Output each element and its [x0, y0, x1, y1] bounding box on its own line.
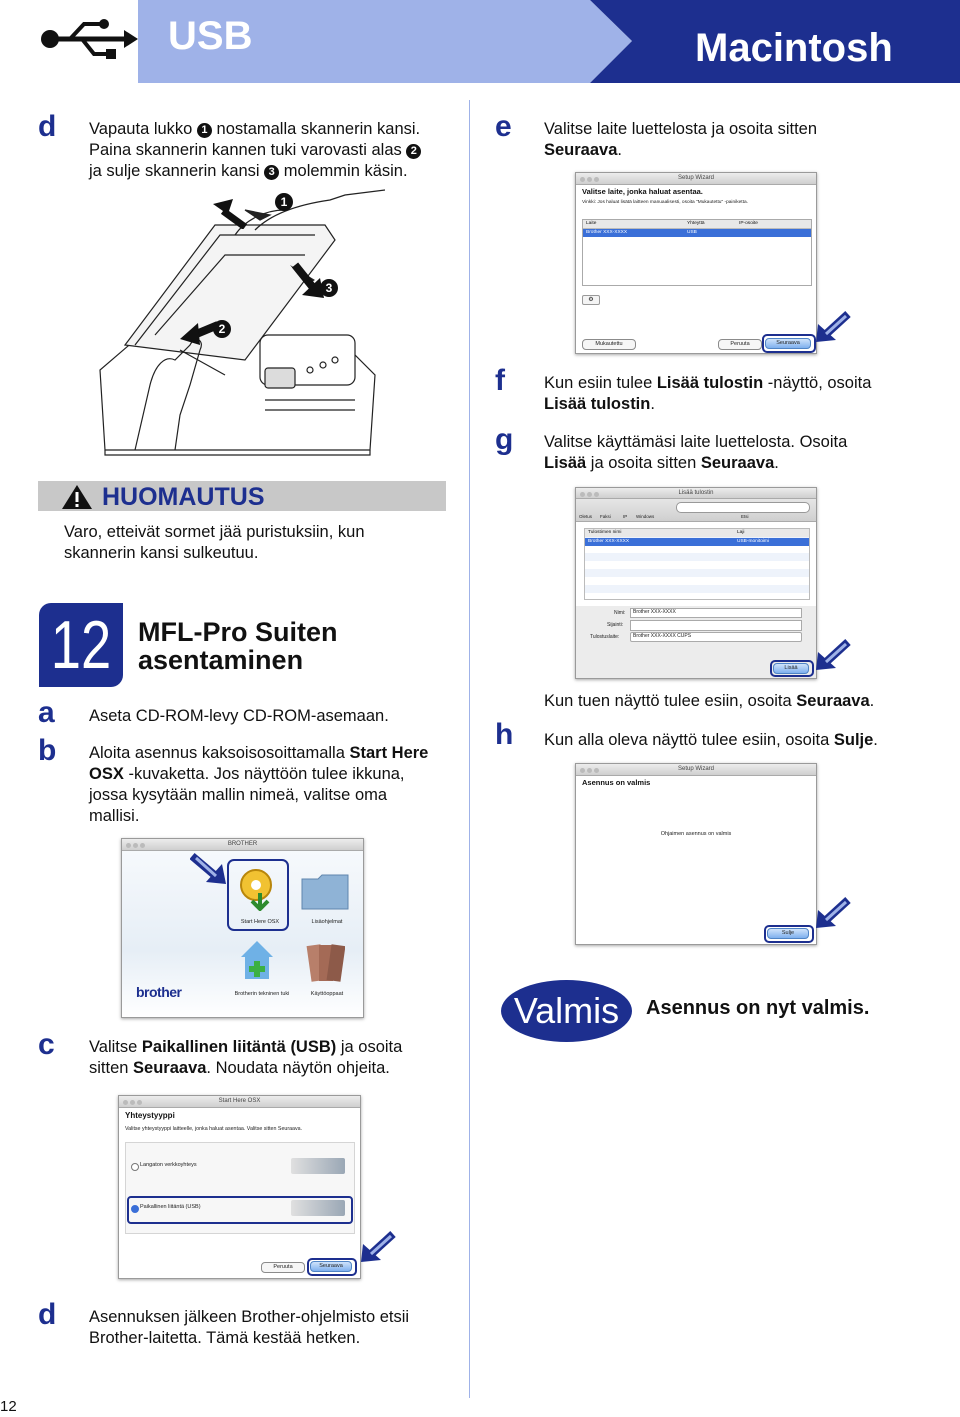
section-number-badge: [39, 603, 123, 687]
toolbar-search-field[interactable]: [676, 502, 810, 513]
label-name: Nimi:: [614, 610, 626, 616]
label-use: Tulostuslaite:: [590, 634, 620, 640]
device-col-device: Laite: [586, 221, 597, 226]
pointer-arrow-close: [812, 896, 852, 930]
printer-col-name: Tulostimen nimi: [588, 530, 622, 535]
connection-window-titlebar: [119, 1096, 360, 1108]
connection-next-button[interactable]: Seuraava: [310, 1261, 352, 1272]
step-f-text: [544, 373, 871, 415]
wizard1-titlebar: [576, 173, 816, 185]
wizard1-hint: Vinkki: Jos haluat lisätä laitteen manuaalisesti, osoita "Mukautettu" -painiketta.: [582, 200, 748, 205]
section-title-line2: asentaminen: [138, 645, 304, 675]
step-c-bold: Paikallinen liitäntä (USB): [141, 1038, 337, 1056]
brother-window-titlebar: [122, 839, 363, 851]
caution-line2: skannerin kansi sulkeutuu.: [64, 544, 259, 562]
step-letter-e: e: [495, 110, 512, 143]
illustration-marker-3: 3: [320, 279, 338, 297]
wizard2-title: Setup Wizard: [677, 766, 714, 772]
step-g-bold1: Lisää: [544, 454, 587, 472]
step-letter-g: g: [495, 423, 514, 456]
step-e-text: [544, 119, 817, 161]
location-field[interactable]: [630, 620, 802, 631]
step-g-line1: Valitse käyttämäsi laite luettelosta. Osoita: [544, 433, 848, 451]
step-letter-d2: d: [38, 1298, 57, 1331]
step-c-text: [89, 1037, 459, 1079]
step-h-post2: .: [873, 731, 878, 749]
wizard2-message: Ohjaimen asennus on valmis: [660, 831, 732, 837]
toolbar-ip[interactable]: IP: [623, 514, 628, 519]
wireless-option[interactable]: [131, 1158, 347, 1176]
step-letter-a: a: [38, 696, 55, 729]
add-printer-titlebar: [576, 488, 816, 499]
printer-row-name: Brother XXX-XXXX: [588, 539, 630, 544]
step-c-pre: Valitse: [89, 1038, 142, 1056]
step-f-bold1: Lisää tulostin: [656, 374, 764, 392]
step-g-text: [544, 432, 847, 474]
step-d2-line1: Asennuksen jälkeen Brother-ohjelmisto etsii: [89, 1308, 410, 1326]
step-b-text: [89, 743, 459, 827]
marker-3: 3: [264, 165, 279, 180]
section-number: 12: [50, 607, 112, 683]
wizard2-close-button[interactable]: Sulje: [767, 928, 809, 939]
toolbar-fax[interactable]: Faksi: [600, 514, 611, 519]
toolbar-default[interactable]: Oletus: [579, 514, 593, 519]
illustration-marker-2: 2: [213, 320, 231, 338]
step-f-bold2: Lisää tulostin: [544, 395, 651, 413]
marker-1: 1: [197, 123, 212, 138]
manuals-icon[interactable]: [305, 939, 345, 990]
step-letter-f: f: [495, 364, 505, 397]
wizard1-title: Setup Wizard: [677, 175, 714, 181]
step-d2-text: [89, 1307, 409, 1349]
printer-illustration: [95, 185, 385, 470]
add-printer-window: [575, 487, 817, 679]
connection-cancel-button[interactable]: Peruuta: [261, 1262, 305, 1273]
usb-icon: [38, 14, 138, 69]
header-platform-label: Macintosh: [695, 26, 893, 70]
section-title-line1: MFL-Pro Suiten: [138, 617, 338, 647]
warning-icon: [60, 483, 94, 511]
connection-heading: Yhteystyyppi: [125, 1111, 175, 1120]
step-b-bold: Start Here: [349, 744, 429, 762]
finish-badge-label: Valmis: [513, 990, 620, 1031]
toolbar-search-label: Etsi: [741, 514, 749, 519]
step-c-line2-bold: Seuraava: [133, 1059, 207, 1077]
setup-wizard-complete-window: [575, 763, 817, 945]
step-e-bold: Seuraava: [544, 141, 618, 159]
step-h-text-1: [544, 691, 874, 712]
step-d-line3b: molemmin käsin.: [279, 162, 408, 180]
wizard1-heading: Valitse laite, jonka haluat asentaa.: [582, 187, 703, 196]
printer-col-type: Laji: [737, 530, 745, 535]
brother-window-title: BROTHER: [227, 841, 258, 847]
step-d-line2: Paina skannerin kannen tuki varovasti alas: [89, 141, 407, 159]
pointer-arrow-add-button: [812, 638, 852, 672]
wizard1-cancel-button[interactable]: Peruuta: [718, 339, 762, 350]
step-f-mid: -näyttö, osoita: [763, 374, 872, 392]
step-d-text: [89, 119, 459, 182]
step-d-line1b: nostamalla skannerin kansi.: [211, 120, 421, 138]
support-label[interactable]: Brotherin tekninen tuki: [234, 991, 290, 997]
wizard1-custom-button[interactable]: Mukautettu: [582, 339, 636, 350]
step-h-bold2: Sulje: [833, 731, 874, 749]
column-divider: [469, 100, 470, 1398]
page-number: 12: [0, 1398, 17, 1415]
step-d-line1: Vapauta lukko: [89, 120, 197, 138]
illustration-marker-1: 1: [275, 193, 293, 211]
step-letter-b: b: [38, 734, 57, 767]
header-usb-label: USB: [168, 14, 253, 58]
printer-row-selected[interactable]: [585, 538, 809, 546]
wizard2-heading: Asennus on valmis: [582, 778, 651, 787]
marker-2: 2: [406, 144, 421, 159]
caution-line1: Varo, etteivät sormet jää puristuksiin, kun: [64, 523, 365, 541]
connection-window-title: Start Here OSX: [218, 1098, 261, 1104]
step-g-mid: ja osoita sitten: [586, 454, 701, 472]
device-table-header: [583, 220, 811, 229]
label-location: Sijainti:: [607, 622, 624, 628]
printer-list: [584, 528, 810, 600]
device-table: [582, 219, 812, 286]
step-a-text: Aseta CD-ROM-levy CD-ROM-asemaan.: [89, 707, 389, 725]
extra-software-label[interactable]: Lisäohjelmat: [311, 919, 343, 925]
printer-list-header: [585, 529, 809, 537]
use-select[interactable]: Brother XXX-XXXX CUPS: [630, 632, 802, 642]
add-printer-button[interactable]: Lisää: [773, 663, 809, 674]
pointer-arrow-start-here: [190, 852, 230, 886]
usb-label[interactable]: Paikallinen liitäntä (USB): [140, 1204, 201, 1210]
step-h-bold1: Seuraava: [796, 692, 870, 710]
step-d2-line2: Brother-laitetta. Tämä kestää hetken.: [89, 1329, 361, 1347]
step-g-bold2: Seuraava: [700, 454, 775, 472]
device-col-conn: Yhteyttä: [687, 221, 705, 226]
add-printer-title: Lisää tulostin: [678, 490, 714, 496]
step-b-line4: mallisi.: [89, 807, 140, 825]
step-f-pre: Kun esiin tulee: [544, 374, 657, 392]
usb-radio[interactable]: [131, 1205, 139, 1213]
name-field[interactable]: Brother XXX-XXXX: [630, 608, 802, 618]
folder-icon[interactable]: [300, 871, 350, 916]
device-col-ip: IP-osoite: [739, 221, 758, 226]
pointer-arrow-conn-next: [357, 1230, 397, 1264]
add-printer-toolbar: [576, 499, 816, 522]
usb-illustration: [291, 1200, 345, 1216]
step-g-post: .: [774, 454, 779, 472]
wireless-radio[interactable]: [131, 1163, 139, 1171]
step-letter-c: c: [38, 1028, 55, 1061]
connection-type-window: [118, 1095, 361, 1279]
step-letter-d: d: [38, 110, 57, 143]
step-h-text-2: [544, 730, 878, 751]
step-d-line3: ja sulje skannerin kansi: [89, 162, 265, 180]
wizard2-titlebar: [576, 764, 816, 776]
start-here-label[interactable]: Start Here OSX: [240, 919, 280, 925]
brother-logo: brother: [136, 984, 182, 1000]
printer-row-type: USB-monitoimi: [737, 539, 769, 544]
step-c-line2-post: . Noudata näytön ohjeita.: [206, 1059, 390, 1077]
toolbar-windows[interactable]: Windows: [636, 514, 655, 519]
start-here-icon[interactable]: [234, 865, 280, 916]
step-f-post: .: [650, 395, 655, 413]
finish-badge: [501, 980, 632, 1042]
step-h-pre1: Kun tuen näyttö tulee esiin, osoita: [544, 692, 797, 710]
step-b-post: -kuvaketta. Jos näyttöön tulee ikkuna,: [123, 765, 405, 783]
device-row-name: Brother XXX-XXXX: [586, 230, 628, 235]
step-b-pre: Aloita asennus kaksoisosoittamalla: [89, 744, 350, 762]
connection-sub: Valitse yhteystyyppi laitteelle, jonka haluat asentaa. Valitse sitten Seuraava.: [125, 1126, 303, 1132]
step-letter-h: h: [495, 718, 514, 751]
support-icon[interactable]: [237, 939, 277, 990]
caution-text: [64, 522, 365, 564]
step-c-post: ja osoita: [336, 1038, 403, 1056]
device-row-conn: USB: [687, 230, 697, 235]
wireless-illustration: [291, 1158, 345, 1174]
brother-installer-window: [121, 838, 364, 1018]
wizard1-gear-menu[interactable]: ⚙: [582, 295, 600, 305]
step-b-bold2: OSX: [89, 765, 124, 783]
step-c-line2-pre: sitten: [89, 1059, 134, 1077]
setup-wizard-device-window: [575, 172, 817, 354]
step-h-pre2: Kun alla oleva näyttö tulee esiin, osoita: [544, 731, 834, 749]
device-row-selected[interactable]: [583, 229, 811, 237]
finish-text: Asennus on nyt valmis.: [646, 997, 870, 1019]
caution-bar: [38, 481, 446, 511]
manuals-label[interactable]: Käyttöoppaat: [310, 991, 344, 997]
pointer-arrow-wizard1-next: [812, 310, 852, 344]
step-e-post: .: [617, 141, 622, 159]
caution-title: HUOMAUTUS: [102, 483, 265, 511]
step-e-line1: Valitse laite luettelosta ja osoita sitten: [544, 120, 818, 138]
wireless-label[interactable]: Langaton verkkoyhteys: [140, 1162, 197, 1168]
wizard1-next-button[interactable]: Seuraava: [765, 338, 811, 349]
section-title: [138, 618, 337, 674]
step-b-line3: jossa kysytään mallin nimeä, valitse oma: [89, 786, 388, 804]
step-h-post1: .: [869, 692, 875, 710]
usb-option[interactable]: [131, 1200, 347, 1218]
